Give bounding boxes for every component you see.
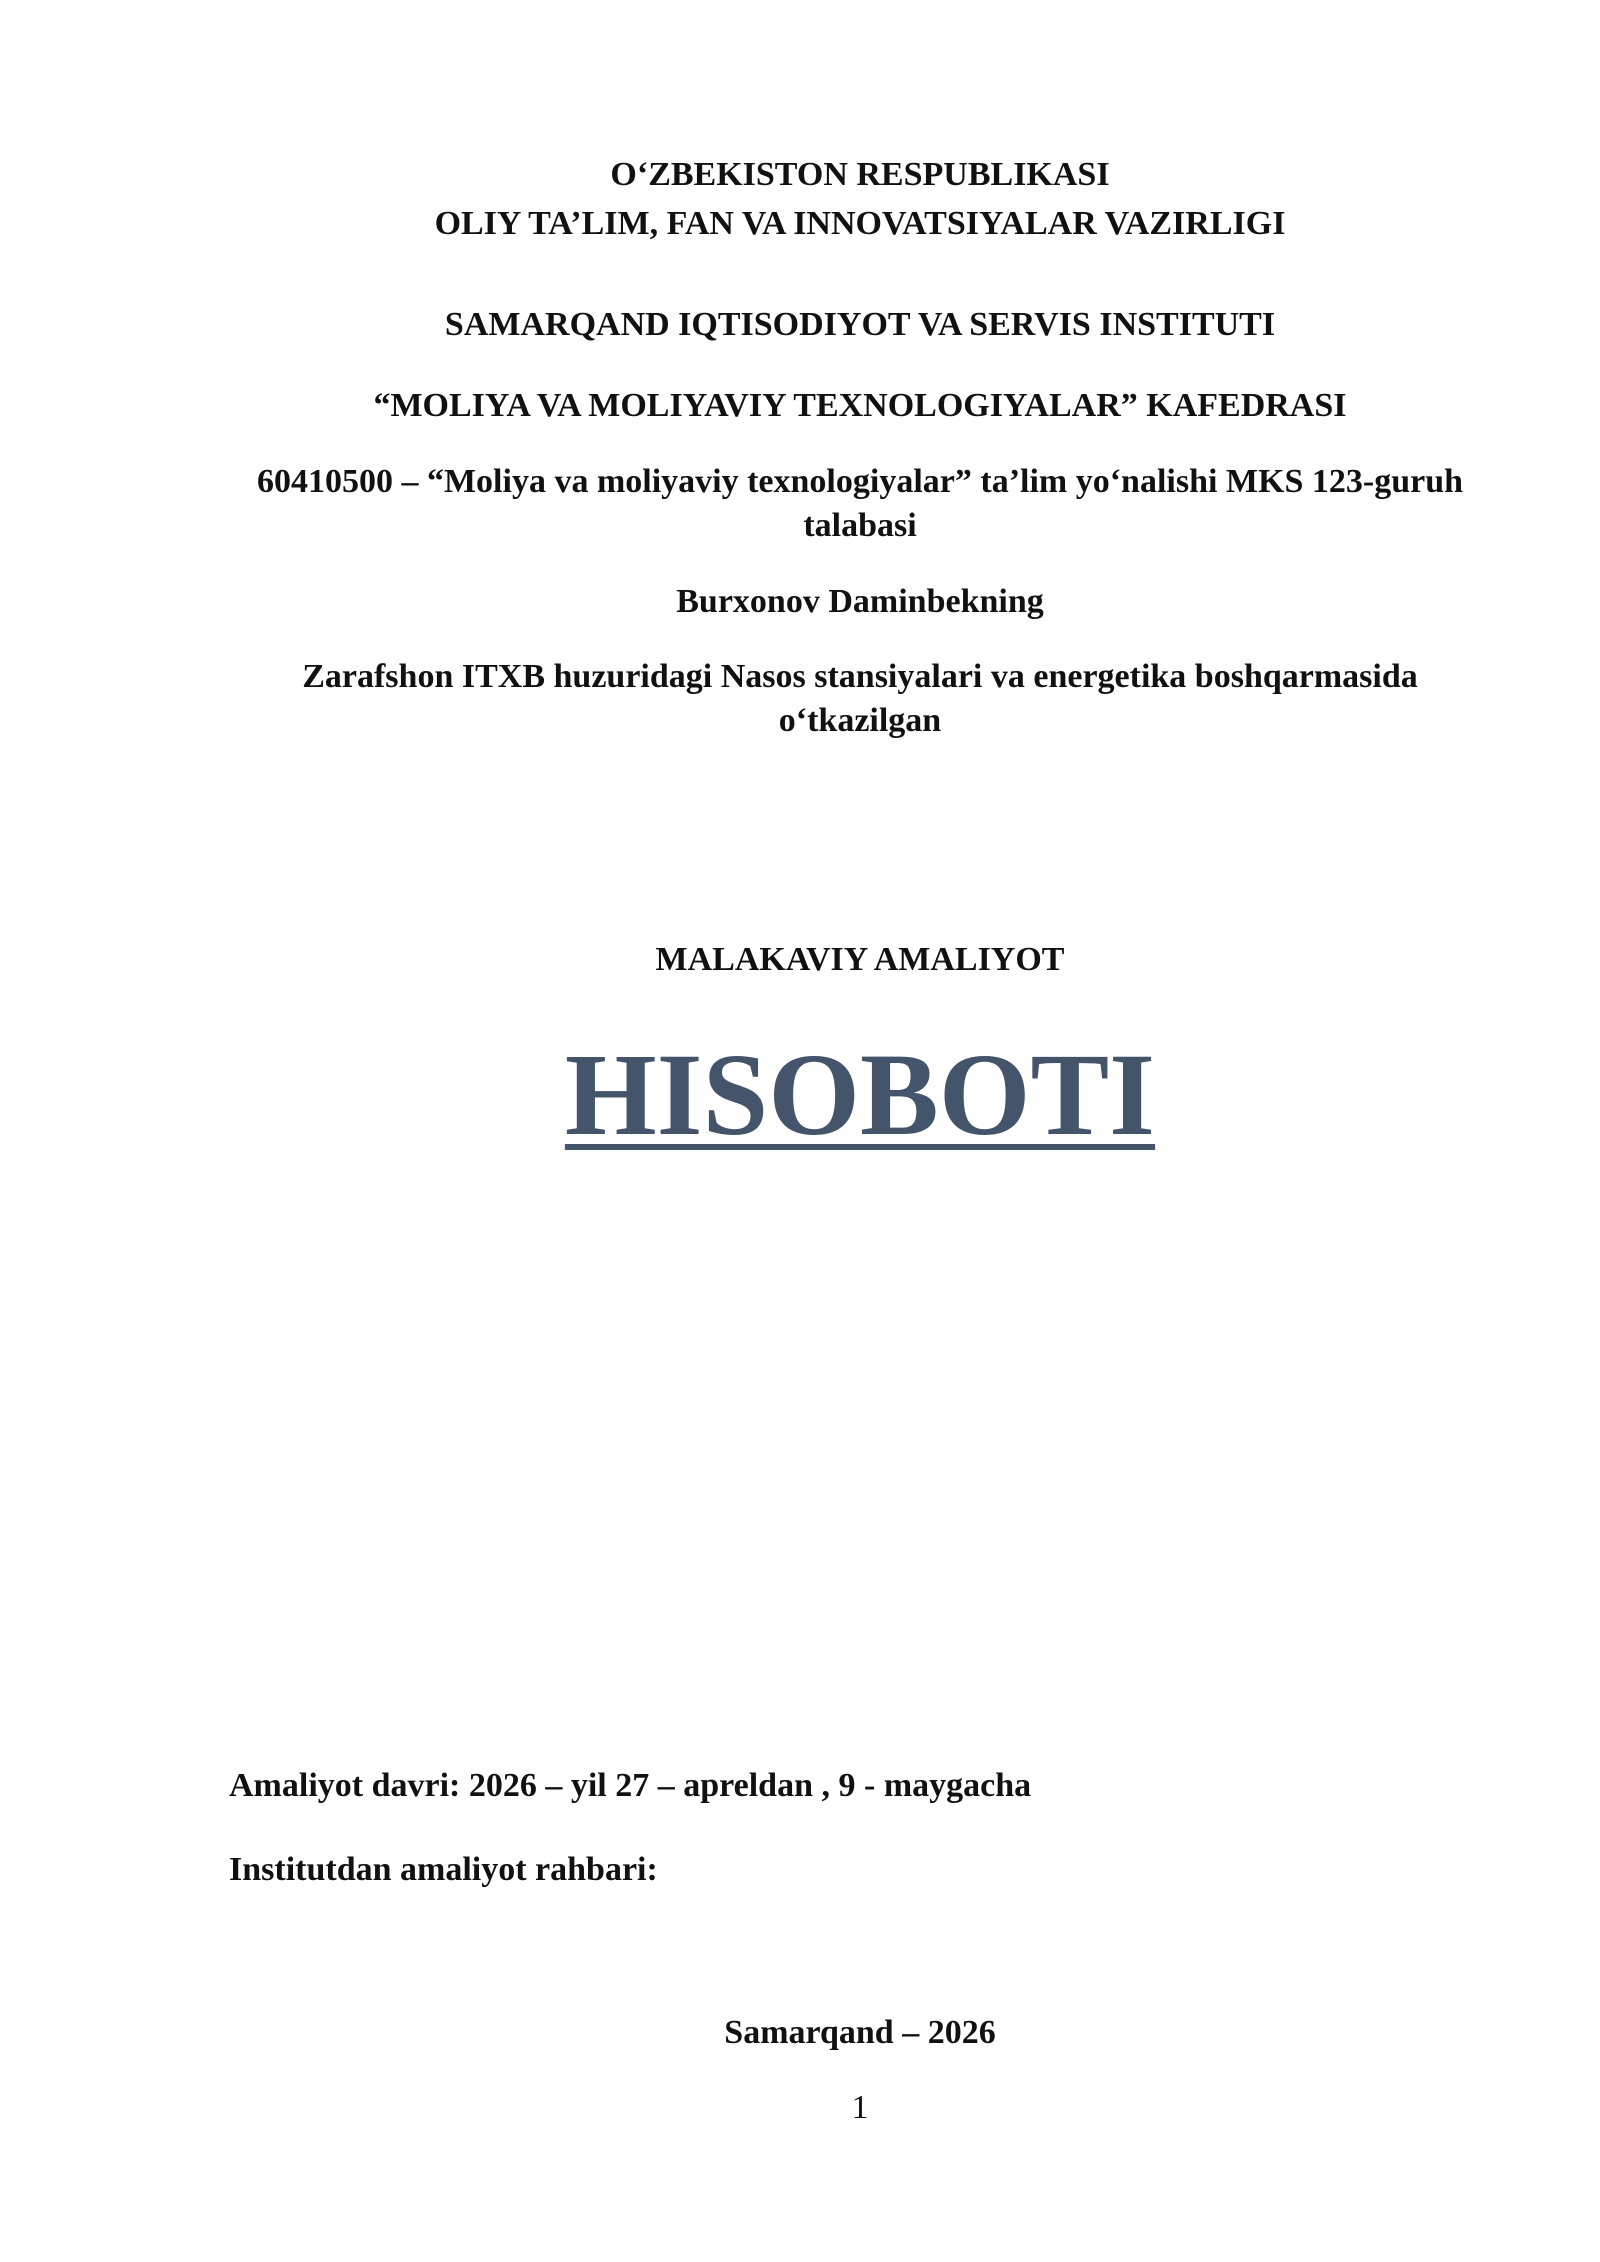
- page-number: 1: [851, 2089, 869, 2126]
- student-name: Burxonov Daminbekning: [676, 583, 1044, 620]
- department-heading: “MOLIYA VA MOLIYAVIY TEXNOLOGIYALAR” KAFEDRASI: [373, 387, 1347, 424]
- report-subtitle: MALAKAVIY AMALIYOT: [655, 941, 1065, 978]
- practice-place: Zarafshon ITXB huzuridagi Nasos stansiyalari va energetika boshqarmasida o‘tkazilgan: [302, 658, 1418, 739]
- ministry-heading: OLIY TA’LIM, FAN VA INNOVATSIYALAR VAZIRLIGI: [434, 205, 1286, 242]
- country-heading: O‘ZBEKISTON RESPUBLIKASI: [610, 156, 1110, 193]
- report-title: HISOBOTI: [564, 1029, 1156, 1160]
- supervisor-label: Institutdan amaliyot rahbari:: [229, 1851, 658, 1888]
- institute-heading: SAMARQAND IQTISODIYOT VA SERVIS INSTITUTI: [444, 306, 1276, 343]
- city-year: Samarqand – 2026: [724, 2014, 996, 2051]
- program-line: 60410500 – “Moliya va moliyaviy texnologiyalar” ta’lim yo‘nalishi MKS 123-guruh talabasi: [256, 463, 1464, 544]
- practice-period: Amaliyot davri: 2026 – yil 27 – apreldan , 9 - maygacha: [229, 1767, 1032, 1804]
